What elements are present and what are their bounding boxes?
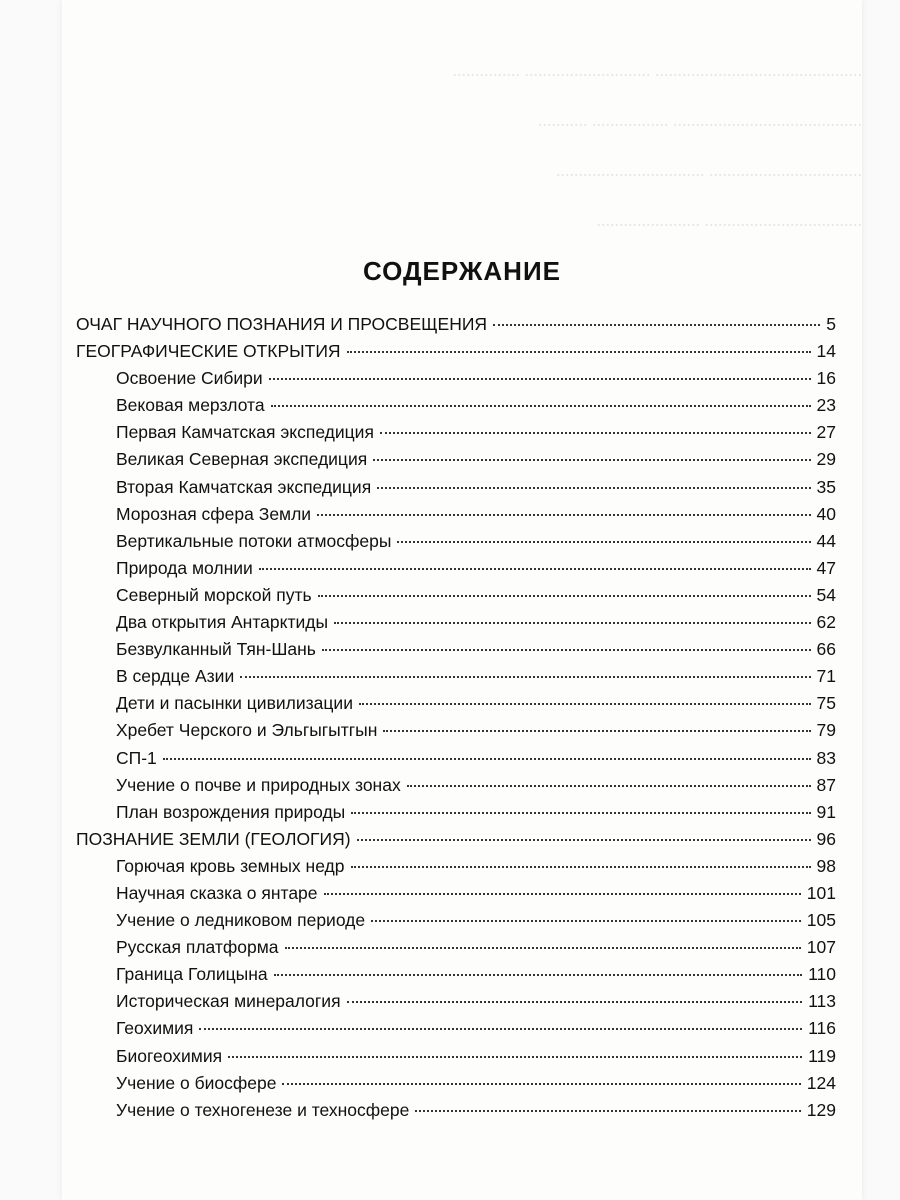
dot-leader <box>318 595 811 597</box>
toc-subsection <box>76 720 836 747</box>
dot-leader <box>359 703 811 705</box>
dot-leader <box>271 405 811 407</box>
toc-entry-title: Учение о биосфере <box>116 1072 277 1093</box>
dot-leader <box>274 974 802 976</box>
dot-leader <box>493 324 820 326</box>
toc-subsection <box>76 991 836 1018</box>
toc-subsection <box>76 1046 836 1073</box>
dot-leader <box>282 1083 800 1085</box>
toc-subsection <box>76 639 836 666</box>
toc-subsection <box>76 748 836 775</box>
dot-leader <box>163 758 811 760</box>
toc-entry-title: Горючая кровь земных недр <box>116 855 345 876</box>
dot-leader <box>322 649 811 651</box>
dot-leader <box>351 812 810 814</box>
toc-entry-title: Граница Голицына <box>116 964 268 985</box>
toc-page-number: 62 <box>816 612 836 633</box>
page-title: СОДЕРЖАНИЕ <box>363 256 561 286</box>
toc-subsection <box>76 856 836 883</box>
toc-page-number: 91 <box>816 801 836 822</box>
toc-entry-title: Русская платформа <box>116 937 279 958</box>
toc-subsection <box>76 585 836 612</box>
toc-entry-title: Первая Камчатская экспедиция <box>116 422 374 443</box>
toc-entry-title: Два открытия Антарктиды <box>116 612 329 633</box>
toc-entry-title: Геохимия <box>116 1018 194 1039</box>
toc-subsection <box>76 1073 836 1100</box>
dot-leader <box>380 432 811 434</box>
toc-entry-title: Учение о почве и природных зонах <box>116 774 401 795</box>
toc-entry-title: Учение о ледниковом периоде <box>116 910 366 931</box>
toc-page-number: 83 <box>816 747 836 768</box>
toc-subsection <box>76 802 836 829</box>
dot-leader <box>373 459 810 461</box>
toc-subsection <box>76 666 836 693</box>
toc-page-number: 101 <box>806 882 836 903</box>
dot-leader <box>383 730 810 732</box>
toc-page-number: 116 <box>808 1018 836 1039</box>
dot-leader <box>285 947 801 949</box>
toc-entry-title: СП-1 <box>116 747 157 768</box>
toc-page-number: 129 <box>806 1099 836 1120</box>
toc-subsection <box>76 531 836 558</box>
toc-subsection <box>76 910 836 937</box>
dot-leader <box>334 622 810 624</box>
toc-subsection <box>76 368 836 395</box>
toc-page-number: 29 <box>816 449 836 470</box>
dot-leader <box>324 893 801 895</box>
toc-subsection <box>76 883 836 910</box>
toc-entry-title: Вековая мерзлота <box>116 395 265 416</box>
dot-leader <box>415 1110 800 1112</box>
toc-section <box>76 314 836 341</box>
toc-entry-title: Вертикальные потоки атмосферы <box>116 530 392 551</box>
toc-entry-title: ОЧАГ НАУЧНОГО ПОЗНАНИЯ И ПРОСВЕЩЕНИЯ <box>76 314 488 334</box>
toc-page-number: 71 <box>816 666 836 687</box>
toc-entry-title: План возрождения природы <box>116 801 346 822</box>
dot-leader <box>259 568 811 570</box>
toc-subsection <box>76 422 836 449</box>
toc-entry-title: Великая Северная экспедиция <box>116 449 368 470</box>
table-of-contents <box>76 314 836 1127</box>
toc-page-number: 107 <box>806 937 836 958</box>
dot-leader <box>371 920 801 922</box>
dot-leader <box>357 839 811 841</box>
toc-entry-title: Морозная сфера Земли <box>116 503 312 524</box>
toc-entry-title: Природа молнии <box>116 557 253 578</box>
toc-entry-title: Северный морской путь <box>116 584 312 605</box>
toc-subsection <box>76 693 836 720</box>
toc-subsection <box>76 1018 836 1045</box>
book-page: .............................................. ............................ ............... .......................................... ................. ........... .................................. ................................. ................................... ....................... СОДЕРЖАНИЕ ОЧАГ НАУЧНОГО ПОЗНАНИЯ И ПРОСВЕЩЕНИЯ 5 ГЕОГРАФИЧЕСКИЕ ОТКРЫТИЯ 14 Освоение Сибири 16 Вековая мерзлота 23 Первая Камчатская экспедиция 27 Великая Северная экспедиция 29 Вторая Камчатская экспедиция 35 Морозная сфера Земли 40 Вертикальные потоки атмосферы 44 Природа молнии 47 Северный морской путь 54 Два открытия Антарктиды 62 Безвулканный Тян-Шань 66 В сердце Азии 71 Дети и пасынки цивилизации 75 Хребет Черского и Эльгыгытгын 79 СП-1 83 Учение о почве и природных зонах 87 План возрождения природы 91 ПОЗНАНИЕ ЗЕМЛИ (ГЕОЛОГИЯ) 96 Горючая кровь земных недр 98 Научная сказка о янтаре 101 Учение о ледниковом периоде 105 Русская платформа 107 Граница Голицына 110 Историческая минералогия 113 Геохимия 116 Биогеохимия 119 Учение о биосфере 124 Учение о техногенезе и техносфере 129 <box>62 0 862 1200</box>
toc-subsection <box>76 504 836 531</box>
toc-entry-title: Биогеохимия <box>116 1045 223 1066</box>
dot-leader <box>377 487 810 489</box>
toc-page-number: 54 <box>816 584 836 605</box>
toc-entry-title: Хребет Черского и Эльгыгытгын <box>116 720 378 741</box>
toc-page-number: 110 <box>808 964 836 985</box>
toc-subsection <box>76 964 836 991</box>
toc-entry-title: Научная сказка о янтаре <box>116 882 318 903</box>
dot-leader <box>347 351 811 353</box>
toc-entry-title: ГЕОГРАФИЧЕСКИЕ ОТКРЫТИЯ <box>76 341 341 362</box>
toc-subsection <box>76 937 836 964</box>
toc-entry-title: Вторая Камчатская экспедиция <box>116 476 372 497</box>
dot-leader <box>269 378 811 380</box>
toc-page-number: 119 <box>808 1045 836 1066</box>
dot-leader <box>351 866 811 868</box>
toc-subsection <box>76 477 836 504</box>
dot-leader <box>397 541 810 543</box>
toc-page-number: 75 <box>816 693 836 714</box>
toc-entry-title: Освоение Сибири <box>116 368 263 389</box>
toc-page-number: 23 <box>816 395 836 416</box>
toc-subsection <box>76 1100 836 1127</box>
dot-leader <box>199 1028 802 1030</box>
toc-section <box>76 341 836 368</box>
toc-entry-title: Дети и пасынки цивилизации <box>116 693 353 714</box>
dot-leader <box>407 785 811 787</box>
toc-entry-title: Историческая минералогия <box>116 991 341 1012</box>
toc-entry-title: ПОЗНАНИЕ ЗЕМЛИ (ГЕОЛОГИЯ) <box>76 828 351 849</box>
toc-subsection <box>76 612 836 639</box>
dot-leader <box>347 1001 803 1003</box>
toc-page-number: 105 <box>806 910 836 931</box>
toc-page-number: 124 <box>806 1072 836 1093</box>
toc-page-number: 16 <box>816 368 836 389</box>
toc-subsection <box>76 775 836 802</box>
toc-page-number: 66 <box>816 639 836 660</box>
toc-page-number: 27 <box>816 422 836 443</box>
dot-leader <box>317 514 810 516</box>
dot-leader <box>228 1056 802 1058</box>
toc-page-number: 5 <box>826 314 836 334</box>
toc-page-number: 47 <box>816 557 836 578</box>
toc-entry-title: Безвулканный Тян-Шань <box>116 639 316 660</box>
toc-subsection <box>76 395 836 422</box>
toc-subsection <box>76 449 836 476</box>
toc-page-number: 44 <box>816 530 836 551</box>
toc-entry-title: В сердце Азии <box>116 666 235 687</box>
dot-leader <box>240 676 810 678</box>
toc-page-number: 35 <box>816 476 836 497</box>
toc-page-number: 14 <box>816 341 836 362</box>
toc-section <box>76 829 836 856</box>
toc-page-number: 40 <box>816 503 836 524</box>
toc-page-number: 96 <box>816 828 836 849</box>
toc-page-number: 79 <box>816 720 836 741</box>
toc-page-number: 98 <box>816 855 836 876</box>
toc-subsection <box>76 558 836 585</box>
toc-page-number: 87 <box>816 774 836 795</box>
toc-entry-title: Учение о техногенезе и техносфере <box>116 1099 410 1120</box>
toc-page-number: 113 <box>808 991 836 1012</box>
